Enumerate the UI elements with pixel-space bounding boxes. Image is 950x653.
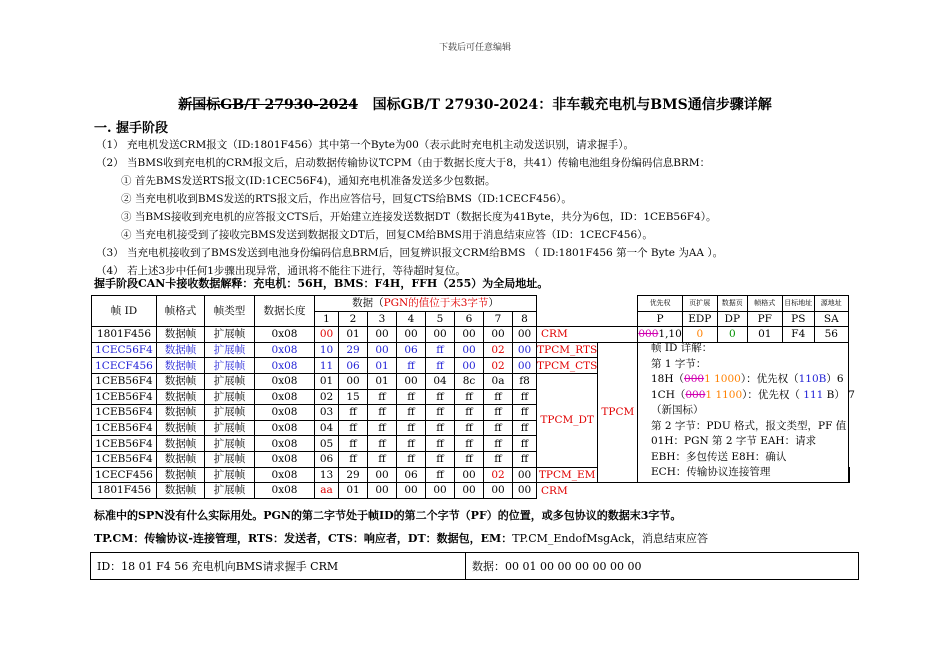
cell-type: 扩展帧 — [205, 373, 255, 389]
cell-len: 0x08 — [255, 436, 315, 452]
cell-byte: ff — [484, 436, 513, 452]
cell-fmt: 数据帧 — [157, 451, 205, 467]
cell-id: 1801F456 — [92, 483, 157, 499]
col-frame-format: 帧格式 — [157, 296, 205, 327]
step-2-1: ① 首先BMS发送RTS报文(ID:1CEC56F4)，通知充电机准备发送多少包数据。 — [121, 175, 496, 187]
cell-id: 1CEB56F4 — [92, 405, 157, 421]
cell-byte: 00 — [513, 483, 537, 499]
cell-byte: ff — [368, 451, 397, 467]
cell-fmt: 数据帧 — [157, 467, 205, 483]
id-field-top: 帧格式 — [747, 296, 782, 312]
cell-len: 0x08 — [255, 451, 315, 467]
cell-len: 0x08 — [255, 420, 315, 436]
cell-byte: ff — [455, 420, 484, 436]
section-heading: 一. 握手阶段 — [94, 121, 169, 136]
tag-crm-reply: CRM — [537, 483, 638, 499]
cell-byte: 02 — [484, 342, 513, 358]
cell-byte: 00 — [368, 483, 397, 499]
frame-id-explanation — [651, 341, 855, 481]
cell-byte: 00 — [315, 327, 339, 343]
col-frame-type: 帧类型 — [205, 296, 255, 327]
cell-byte: 00 — [513, 467, 537, 483]
id-field: SA — [814, 311, 848, 327]
cell-byte: ff — [513, 451, 537, 467]
cell-byte: 00 — [513, 327, 537, 343]
col-frame-id: 帧 ID — [92, 296, 157, 327]
cell-fmt: 数据帧 — [157, 436, 205, 452]
cell-byte: ff — [455, 451, 484, 467]
id-field: DP — [717, 311, 747, 327]
cell-byte: 00 — [455, 342, 484, 358]
cell-id: 1CEC56F4 — [92, 342, 157, 358]
cell-byte: 06 — [339, 358, 368, 374]
table-row — [92, 483, 850, 499]
page-title — [0, 94, 950, 114]
cell-byte: 0a — [484, 373, 513, 389]
cell-byte: 06 — [397, 342, 426, 358]
spn-note: 标准中的SPN没有什么实际用处。PGN的第二字节处于帧ID的第二个字节（PF）的位置，或多包协议的数据末3字节。 — [94, 509, 682, 522]
cell-len: 0x08 — [255, 467, 315, 483]
cell-len: 0x08 — [255, 342, 315, 358]
byte-index: 4 — [397, 311, 426, 327]
cell-byte: 04 — [426, 373, 455, 389]
cell-byte: ff — [455, 436, 484, 452]
cell-byte: 00 — [513, 342, 537, 358]
cell-byte: f8 — [513, 373, 537, 389]
tag-tpcm-rts: TPCM_RTS — [537, 344, 598, 357]
cell-byte: ff — [426, 342, 455, 358]
cell-byte: ff — [339, 451, 368, 467]
cell-byte: 29 — [339, 342, 368, 358]
cell-byte: 00 — [368, 467, 397, 483]
cell-byte: 00 — [426, 483, 455, 499]
cell-byte: 02 — [484, 358, 513, 374]
id-field-top: 数据页 — [717, 296, 747, 312]
cell-byte: ff — [484, 420, 513, 436]
cell-byte: ff — [484, 451, 513, 467]
title-main: 国标GB/T 27930-2024：非车载充电机与BMS通信步骤详解 — [372, 97, 772, 113]
cell-byte: 06 — [315, 451, 339, 467]
step-2-3: ③ 当BMS接收到充电机的应答报文CTS后，开始建立连接发送数据DT（数据长度为41Byte，共分为6包，ID：1CEB56F4）。 — [121, 211, 717, 223]
cell-type: 扩展帧 — [205, 389, 255, 405]
id-field: EDP — [682, 311, 717, 327]
id-value-dp: 0 — [717, 327, 747, 343]
detail-line: 18H（0001 1000）：优先权（110B）6 — [651, 373, 844, 385]
cell-byte: ff — [426, 436, 455, 452]
cell-fmt: 数据帧 — [157, 358, 205, 374]
cell-len: 0x08 — [255, 358, 315, 374]
cell-byte: ff — [426, 389, 455, 405]
cell-byte: ff — [426, 451, 455, 467]
id-value-ps: F4 — [782, 327, 814, 343]
detail-line: 01H：PGN 第 2 字节 EAH：请求 — [651, 435, 817, 447]
cell-byte: ff — [397, 436, 426, 452]
cell-byte: 29 — [339, 467, 368, 483]
detail-line: 第 1 字节： — [651, 357, 707, 370]
cell-byte: 00 — [484, 483, 513, 499]
cell-byte: ff — [513, 436, 537, 452]
cell-byte: 00 — [426, 327, 455, 343]
tag-tpcm: TPCM — [598, 342, 638, 482]
cell-byte: 00 — [455, 327, 484, 343]
cell-byte: ff — [513, 405, 537, 421]
cell-byte: ff — [426, 358, 455, 374]
cell-fmt: 数据帧 — [157, 405, 205, 421]
id-field: PF — [747, 311, 782, 327]
cell-len: 0x08 — [255, 373, 315, 389]
byte-index: 8 — [513, 311, 537, 327]
id-field-top: 优先权 — [638, 296, 682, 312]
tag-crm: CRM — [537, 327, 638, 343]
cell-len: 0x08 — [255, 389, 315, 405]
detail-line: （新国标） — [651, 404, 704, 416]
id-value-p: 0001,10 — [638, 328, 682, 341]
cell-fmt: 数据帧 — [157, 420, 205, 436]
cell-byte: 06 — [397, 467, 426, 483]
detail-line: 帧 ID 详解： — [651, 342, 713, 354]
cell-id: 1CECF456 — [92, 467, 157, 483]
cell-id: 1CEB56F4 — [92, 389, 157, 405]
cell-type: 扩展帧 — [205, 405, 255, 421]
cell-byte: 00 — [455, 467, 484, 483]
step-2-4: ④ 当充电机接受到了接收完BMS发送到数据报文DT后，回复CM给BMS用于消息结束应答（ID：1CECF456）。 — [121, 229, 653, 241]
cell-byte: ff — [455, 389, 484, 405]
cell-fmt: 数据帧 — [157, 483, 205, 499]
cell-byte: ff — [397, 405, 426, 421]
cell-id: 1CEB56F4 — [92, 451, 157, 467]
cell-id: 1CEB56F4 — [92, 420, 157, 436]
byte-index: 6 — [455, 311, 484, 327]
cell-byte: 00 — [339, 373, 368, 389]
cell-fmt: 数据帧 — [157, 342, 205, 358]
cell-byte: 02 — [484, 467, 513, 483]
byte-index: 3 — [368, 311, 397, 327]
cell-byte: ff — [368, 436, 397, 452]
cell-byte: 01 — [315, 373, 339, 389]
cell-byte: ff — [455, 405, 484, 421]
cell-byte: ff — [368, 405, 397, 421]
cell-byte: aa — [315, 483, 339, 499]
tag-tpcm-dt: TPCM_DT — [537, 373, 598, 467]
cell-byte: 01 — [339, 327, 368, 343]
cell-byte: 02 — [315, 389, 339, 405]
id-value-sa: 56 — [814, 327, 848, 343]
table-row — [92, 327, 850, 343]
cell-byte: 10 — [315, 342, 339, 358]
id-field: PS — [782, 311, 814, 327]
cell-byte: 00 — [368, 342, 397, 358]
cell-byte: ff — [513, 389, 537, 405]
step-2-2: ② 当充电机收到BMS发送的RTS报文后，作出应答信号，回复CTS给BMS（ID:1CECF456）。 — [121, 193, 572, 205]
step-3: （3） 当充电机接收到了BMS发送到电池身份编码信息BRM后，回复辨识报文CRM给BMS （ ID:1801F456 第一个 Byte 为AA ）。 — [96, 247, 724, 259]
cell-byte: 00 — [484, 327, 513, 343]
cell-byte: ff — [426, 420, 455, 436]
cell-id: 1CECF456 — [92, 358, 157, 374]
detail-line: EBH：多包传送 E8H：确认 — [651, 450, 787, 463]
cell-byte: ff — [339, 405, 368, 421]
cell-byte: 15 — [339, 389, 368, 405]
cell-len: 0x08 — [255, 483, 315, 499]
cell-len: 0x08 — [255, 327, 315, 343]
cell-type: 扩展帧 — [205, 483, 255, 499]
cell-byte: ff — [484, 389, 513, 405]
cell-byte: 11 — [315, 358, 339, 374]
detail-line: ECH：传输协议连接管理 — [651, 466, 771, 478]
cell-id: 1CEB56F4 — [92, 373, 157, 389]
cell-type: 扩展帧 — [205, 467, 255, 483]
example-data: 数据：00 01 00 00 00 00 00 00 — [466, 553, 859, 580]
id-field-top: 目标地址 — [782, 296, 814, 312]
cell-byte: ff — [397, 420, 426, 436]
cell-byte: 00 — [455, 358, 484, 374]
id-field: P — [638, 311, 682, 327]
cell-byte: ff — [397, 389, 426, 405]
cell-fmt: 数据帧 — [157, 373, 205, 389]
cell-byte: 8c — [455, 373, 484, 389]
id-value-edp: 0 — [682, 327, 717, 343]
cell-byte: 01 — [368, 358, 397, 374]
cell-byte: ff — [426, 467, 455, 483]
cell-byte: 13 — [315, 467, 339, 483]
example-box — [90, 552, 859, 580]
cell-type: 扩展帧 — [205, 358, 255, 374]
cell-type: 扩展帧 — [205, 420, 255, 436]
byte-index: 2 — [339, 311, 368, 327]
cell-byte: ff — [339, 436, 368, 452]
id-value-pf: 01 — [747, 327, 782, 343]
cell-id: 1801F456 — [92, 327, 157, 343]
col-data-length: 数据长度 — [255, 296, 315, 327]
cell-byte: 03 — [315, 405, 339, 421]
cell-type: 扩展帧 — [205, 342, 255, 358]
table-header-row — [92, 296, 850, 312]
example-id: ID：18 01 F4 56 充电机向BMS请求握手 CRM — [91, 553, 466, 580]
cell-byte: 00 — [397, 327, 426, 343]
table-note: 握手阶段CAN卡接收数据解释：充电机：56H，BMS：F4H，FFH（255）为全局地址。 — [94, 277, 549, 290]
byte-index: 7 — [484, 311, 513, 327]
cell-byte: ff — [513, 420, 537, 436]
cell-byte: ff — [397, 451, 426, 467]
cell-type: 扩展帧 — [205, 451, 255, 467]
cell-byte: ff — [484, 405, 513, 421]
cell-byte: 00 — [368, 327, 397, 343]
cell-type: 扩展帧 — [205, 327, 255, 343]
cell-byte: ff — [397, 358, 426, 374]
abbreviation-note: TP.CM：传输协议-连接管理，RTS：发送者，CTS：响应者，DT：数据包，EM：TP.CM_EndofMsgAck，消息结束应答 — [94, 532, 708, 545]
page-header: 下载后可任意编辑 — [438, 43, 511, 53]
cell-type: 扩展帧 — [205, 436, 255, 452]
byte-index: 1 — [315, 311, 339, 327]
tag-tpcm-cts: TPCM_CTS — [537, 359, 598, 372]
cell-byte: 00 — [397, 483, 426, 499]
detail-line: 1CH（0001 1100）：优先权（ 111 B） 7 — [651, 388, 855, 401]
cell-fmt: 数据帧 — [157, 389, 205, 405]
tag-tpcm-em: TPCM_EM — [537, 467, 598, 483]
id-field-top: 源地址 — [814, 296, 848, 312]
cell-len: 0x08 — [255, 405, 315, 421]
cell-byte: 01 — [339, 483, 368, 499]
cell-byte: 04 — [315, 420, 339, 436]
cell-byte: 00 — [397, 373, 426, 389]
step-4: （4） 若上述3步中任何1步骤出现异常，通讯将不能往下进行，等待超时复位。 — [96, 265, 466, 277]
cell-byte: 05 — [315, 436, 339, 452]
col-data: 数据（PGN的值位于末3字节） — [315, 296, 537, 312]
step-1: （1） 充电机发送CRM报文（ID:1801F456）其中第一个Byte为00（表示此时充电机主动发送识别，请求握手）。 — [96, 139, 635, 151]
tag-header-blank — [537, 296, 638, 327]
cell-byte: ff — [368, 420, 397, 436]
cell-id: 1CEB56F4 — [92, 436, 157, 452]
byte-index: 5 — [426, 311, 455, 327]
id-field-top: 页扩展 — [682, 296, 717, 312]
cell-fmt: 数据帧 — [157, 327, 205, 343]
cell-byte: 00 — [455, 483, 484, 499]
step-2: （2） 当BMS收到充电机的CRM报文后，启动数据传输协议TCPM（由于数据长度大于8，共41）传输电池组身份编码信息BRM： — [96, 157, 711, 169]
cell-byte: ff — [339, 420, 368, 436]
title-old-standard: 新国标GB/T 27930-2024 — [178, 97, 358, 113]
cell-byte: 01 — [368, 373, 397, 389]
detail-line: 第 2 字节：PDU 格式，报文类型，PF 值 — [651, 419, 847, 432]
cell-byte: ff — [426, 405, 455, 421]
cell-byte: 00 — [513, 358, 537, 374]
cell-byte: ff — [368, 389, 397, 405]
